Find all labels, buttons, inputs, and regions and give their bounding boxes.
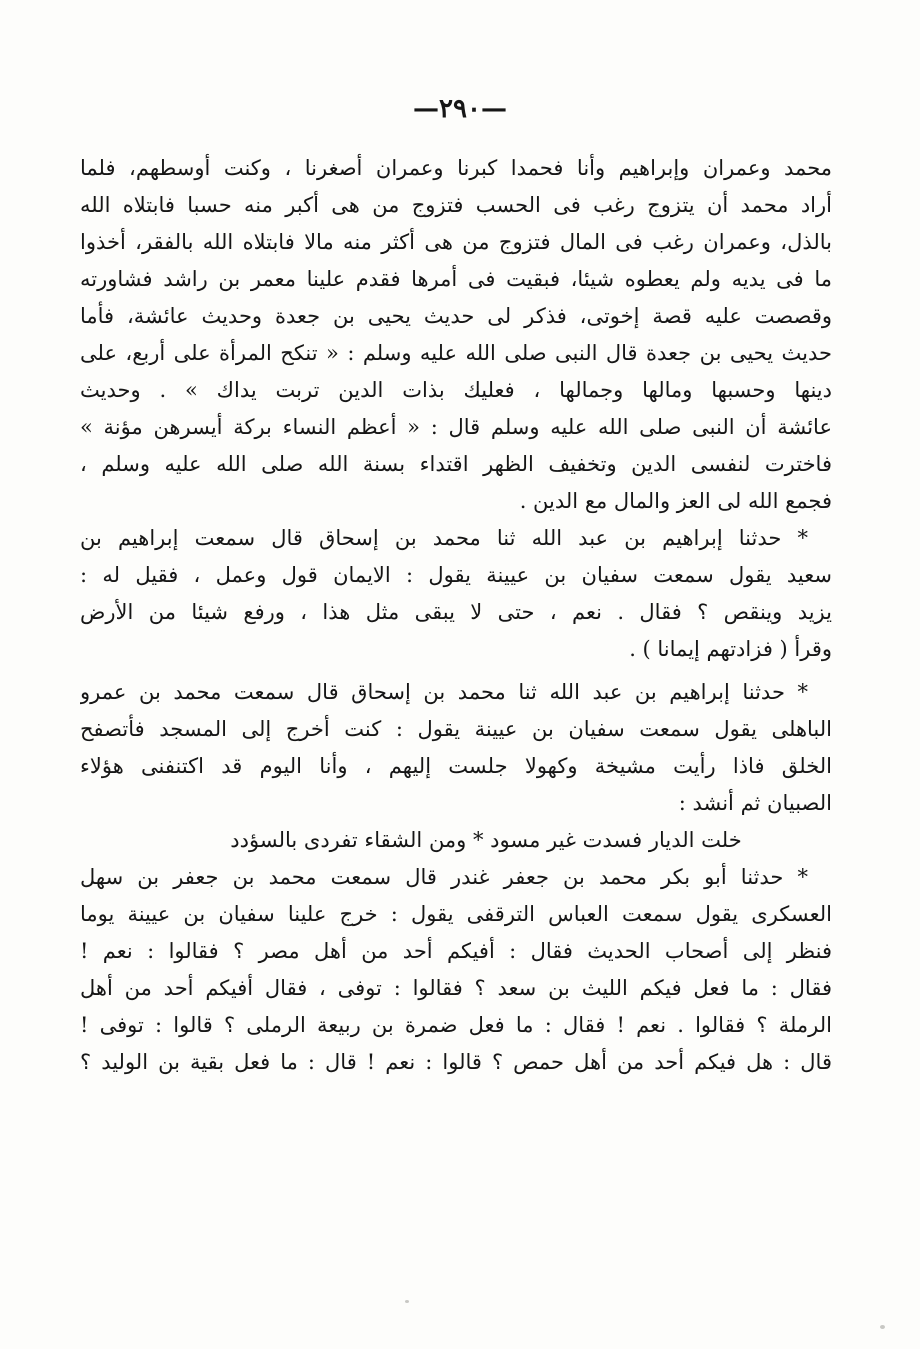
poem-verse: خلت الديار فسدت غير مسود * ومن الشقاء تفردى بالسؤدد xyxy=(230,828,742,852)
text-line: * حدثنا أبو بكر محمد بن جعفر غندر قال سمعت محمد بن جعفر بن سهل xyxy=(80,865,808,889)
page-body xyxy=(80,150,832,1081)
text-line: يزيد وينقص ؟ فقال . نعم ، حتى لا يبقى مثل هذا ، ورفع شيئا من الأرض xyxy=(80,600,832,624)
text-line: فجمع الله لى العز والمال مع الدين . xyxy=(519,489,832,513)
paper-speck xyxy=(405,1300,409,1303)
paper-speck xyxy=(880,1325,885,1329)
text-line: الرملة ؟ فقالوا . نعم ! فقال : ما فعل ضمرة بن ربيعة الرملى ؟ قالوا : توفى ! xyxy=(80,1013,832,1037)
paragraph-3 xyxy=(80,674,832,822)
text-line: محمد وعمران وإبراهيم وأنا فحمدا كبرنا وعمران أصغرنا ، وكنت أوسطهم، فلما xyxy=(80,156,832,180)
text-line: سعيد يقول سمعت سفيان بن عيينة يقول : الايمان قول وعمل ، فقيل له : xyxy=(80,563,832,587)
text-line: الصبيان ثم أنشد : xyxy=(678,791,832,815)
text-line: حديث يحيى بن جعدة قال النبى صلى الله عليه وسلم : « تنكح المرأة على أربع، على xyxy=(80,341,832,365)
text-line: العسكرى يقول سمعت العباس الترقفى يقول : خرج علينا سفيان بن عيينة يوما xyxy=(80,902,832,926)
text-line: بالذل، وعمران رغب فى المال فتزوج من هى أكثر منه مالا فابتلاه الله بالفقر، أخذوا xyxy=(80,230,832,254)
text-line: عائشة أن النبى صلى الله عليه وسلم قال : « أعظم النساء بركة أيسرهن مؤنة » xyxy=(80,415,832,439)
text-line: أراد محمد أن يتزوج رغب فى الحسب فتزوج من هى أكبر منه حسبا فابتلاه الله xyxy=(80,193,832,217)
text-line: وقصصت عليه قصة إخوتى، فذكر لى حديث يحيى بن جعدة وحديث عائشة، فأما xyxy=(80,304,832,328)
paragraph-1 xyxy=(80,150,832,520)
paragraph-2 xyxy=(80,520,832,668)
text-line: * حدثنا إبراهيم بن عبد الله ثنا محمد بن إسحاق قال سمعت محمد بن عمرو xyxy=(80,680,808,704)
text-line: فقال : ما فعل فيكم الليث بن سعد ؟ فقالوا : توفى ، فقال أفيكم أحد من أهل xyxy=(80,976,832,1000)
text-line: فنظر إلى أصحاب الحديث فقال : أفيكم أحد من أهل مصر ؟ فقالوا : نعم ! xyxy=(80,939,832,963)
paragraph-4 xyxy=(80,859,832,1081)
text-line: قال : هل فيكم أحد من أهل حمص ؟ قالوا : نعم ! قال : ما فعل بقية بن الوليد ؟ xyxy=(80,1050,832,1074)
text-line: وقرأ ( فزادتهم إيمانا ) . xyxy=(629,637,832,661)
text-line: * حدثنا إبراهيم بن عبد الله ثنا محمد بن إسحاق قال سمعت إبراهيم بن xyxy=(80,526,808,550)
text-line: دينها وحسبها ومالها وجمالها ، فعليك بذات الدين تربت يداك » . وحديث xyxy=(80,378,832,402)
text-line: فاخترت لنفسى الدين وتخفيف الظهر اقتداء بسنة الله صلى الله عليه وسلم ، xyxy=(80,452,832,476)
text-line: الخلق فاذا رأيت مشيخة وكهولا جلست إليهم ، وأنا اليوم قد اكتنفنى هؤلاء xyxy=(80,754,832,778)
page-number: —٢٩٠— xyxy=(413,94,507,124)
text-line: ما فى يديه ولم يعطوه شيئا، فبقيت فى أمرها فقدم علينا معمر بن راشد فشاورته xyxy=(80,267,832,291)
text-line: الباهلى يقول سمعت سفيان بن عيينة يقول : كنت أخرج إلى المسجد فأتصفح xyxy=(80,717,832,741)
